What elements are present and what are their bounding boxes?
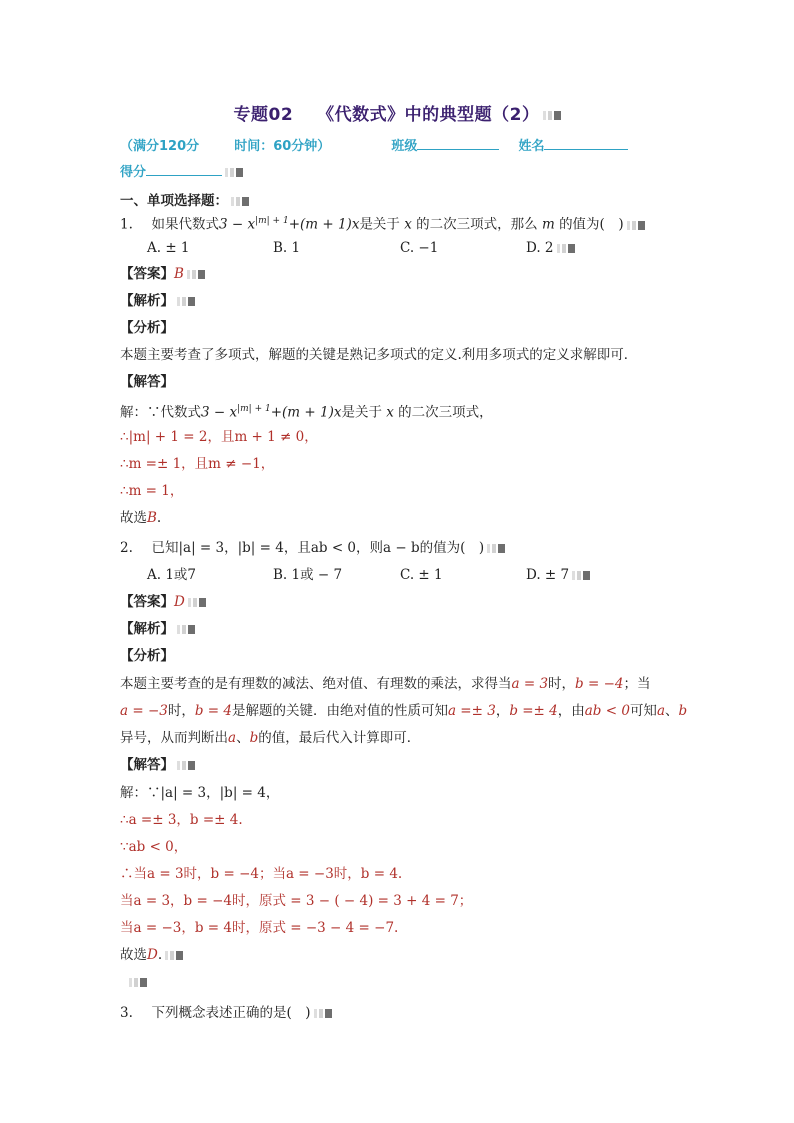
q1-option-d: D. 2 [526, 239, 575, 257]
math-expression: 3 − x [218, 216, 256, 233]
watermark-icon [187, 270, 205, 279]
q1-analysis-label: 【分析】 [120, 320, 174, 336]
q2-solution-line-6: 当a = −3，b = 4时，原式 = −3 − 4 = −7. [120, 920, 399, 936]
section-heading: 一、单项选择题： [120, 192, 249, 210]
q1-analysis-text: 本题主要考查了多项式，解题的关键是熟记多项式的定义.利用多项式的定义求解即可． [120, 347, 638, 363]
points-label: 得分 [120, 165, 147, 180]
q2-option-b: B. 1或 − 7 [273, 567, 343, 583]
q2-answer: 【答案】D [120, 593, 206, 611]
watermark-icon [314, 1009, 332, 1018]
time-limit: 时间：60分钟） [234, 139, 331, 154]
q1-solution-line-4: ∴m = 1， [120, 483, 184, 499]
watermark-icon [543, 111, 561, 120]
watermark-icon [225, 168, 243, 177]
q1-solution-label: 【解答】 [120, 374, 174, 390]
answer-value: B [174, 266, 184, 282]
question-number: 2. [120, 540, 133, 556]
name-field[interactable] [544, 137, 628, 150]
question-3-stem: 3. 下列概念表述正确的是( ) [120, 1004, 332, 1022]
watermark-icon [557, 244, 575, 253]
title-subject: 《代数式》中的典型题（2） [317, 105, 540, 125]
q1-solution-line-5: 故选B. [120, 510, 162, 526]
name-label: 姓名 [518, 139, 545, 154]
class-field[interactable] [417, 137, 499, 150]
q2-option-d: D. ± 7 [526, 566, 590, 584]
question-number: 3. [120, 1005, 133, 1021]
page-title [0, 100, 794, 125]
q1-solution-line-2: ∴|m| + 1 = 2，且m + 1 ≠ 0， [120, 429, 318, 445]
watermark-icon [572, 571, 590, 580]
q2-analysis-line-1: 本题主要考查的是有理数的减法、绝对值、有理数的乘法，求得当a = 3时，b = −4；当 [120, 676, 651, 692]
question-2-stem: 2. 已知|a| = 3，|b| = 4，且ab < 0，则a − b的值为( ) [120, 539, 505, 557]
q1-solution-line-3: ∴m =± 1，且m ≠ −1， [120, 456, 275, 472]
q2-explain-label: 【解析】 [120, 620, 195, 638]
q2-solution-line-7: 故选D. [120, 946, 183, 964]
q1-option-c: C. −1 [400, 240, 439, 256]
q2-option-c: C. ± 1 [400, 567, 443, 583]
points-field[interactable] [146, 163, 222, 176]
q1-explain-label: 【解析】 [120, 292, 195, 310]
q1-solution-line-1: 解：∵代数式$3 - x^{|m| + 1}+(m + 1)x$是关于 x 的二次三项式， [120, 404, 493, 421]
math-exponent: |m| + 1 [255, 216, 289, 226]
q2-solution-label: 【解答】 [120, 756, 195, 774]
q2-solution-line-5: 当a = 3，b = −4时，原式 = 3 − ( − 4) = 3 + 4 = 7； [120, 893, 473, 909]
q2-option-a: A. 1或7 [147, 567, 197, 583]
q2-solution-line-3: ∵ab < 0， [120, 839, 188, 855]
q1-answer: 【答案】B [120, 265, 205, 283]
q1-option-a: A. ± 1 [147, 240, 190, 256]
q2-analysis-label: 【分析】 [120, 648, 174, 664]
q2-solution-line-4: ∴当a = 3时，b = −4；当a = −3时，b = 4. [120, 866, 403, 882]
watermark-icon [177, 761, 195, 770]
q2-analysis-line-3: 异号，从而判断出a、b的值，最后代入计算即可． [120, 730, 421, 746]
spacer-line [126, 973, 147, 991]
watermark-icon [129, 978, 147, 987]
question-number: 1. [120, 216, 133, 233]
exam-info-line [120, 137, 628, 156]
watermark-icon [627, 221, 645, 230]
watermark-icon [165, 951, 183, 960]
question-1-stem: 1. 如果代数式$3 - x^{|m| + 1}+(m + 1)x$是关于 x 的二次三项式，那么 m 的值为( ) [120, 212, 645, 234]
q1-option-b: B. 1 [273, 240, 301, 256]
watermark-icon [188, 598, 206, 607]
answer-value: D [174, 594, 185, 610]
full-score: （满分120分 [120, 139, 200, 154]
title-topic: 专题02 [233, 105, 294, 125]
watermark-icon [177, 625, 195, 634]
score-line [120, 163, 243, 182]
watermark-icon [231, 197, 249, 206]
q2-solution-line-2: ∴a =± 3，b =± 4. [120, 812, 243, 828]
q2-analysis-line-2: a = −3时，b = 4是解题的关键．由绝对值的性质可知a =± 3，b =± 4，由ab < 0可知a、b [120, 703, 688, 719]
watermark-icon [177, 297, 195, 306]
class-label: 班级 [391, 139, 418, 154]
watermark-icon [487, 544, 505, 553]
q2-solution-line-1: 解：∵|a| = 3，|b| = 4， [120, 785, 280, 801]
